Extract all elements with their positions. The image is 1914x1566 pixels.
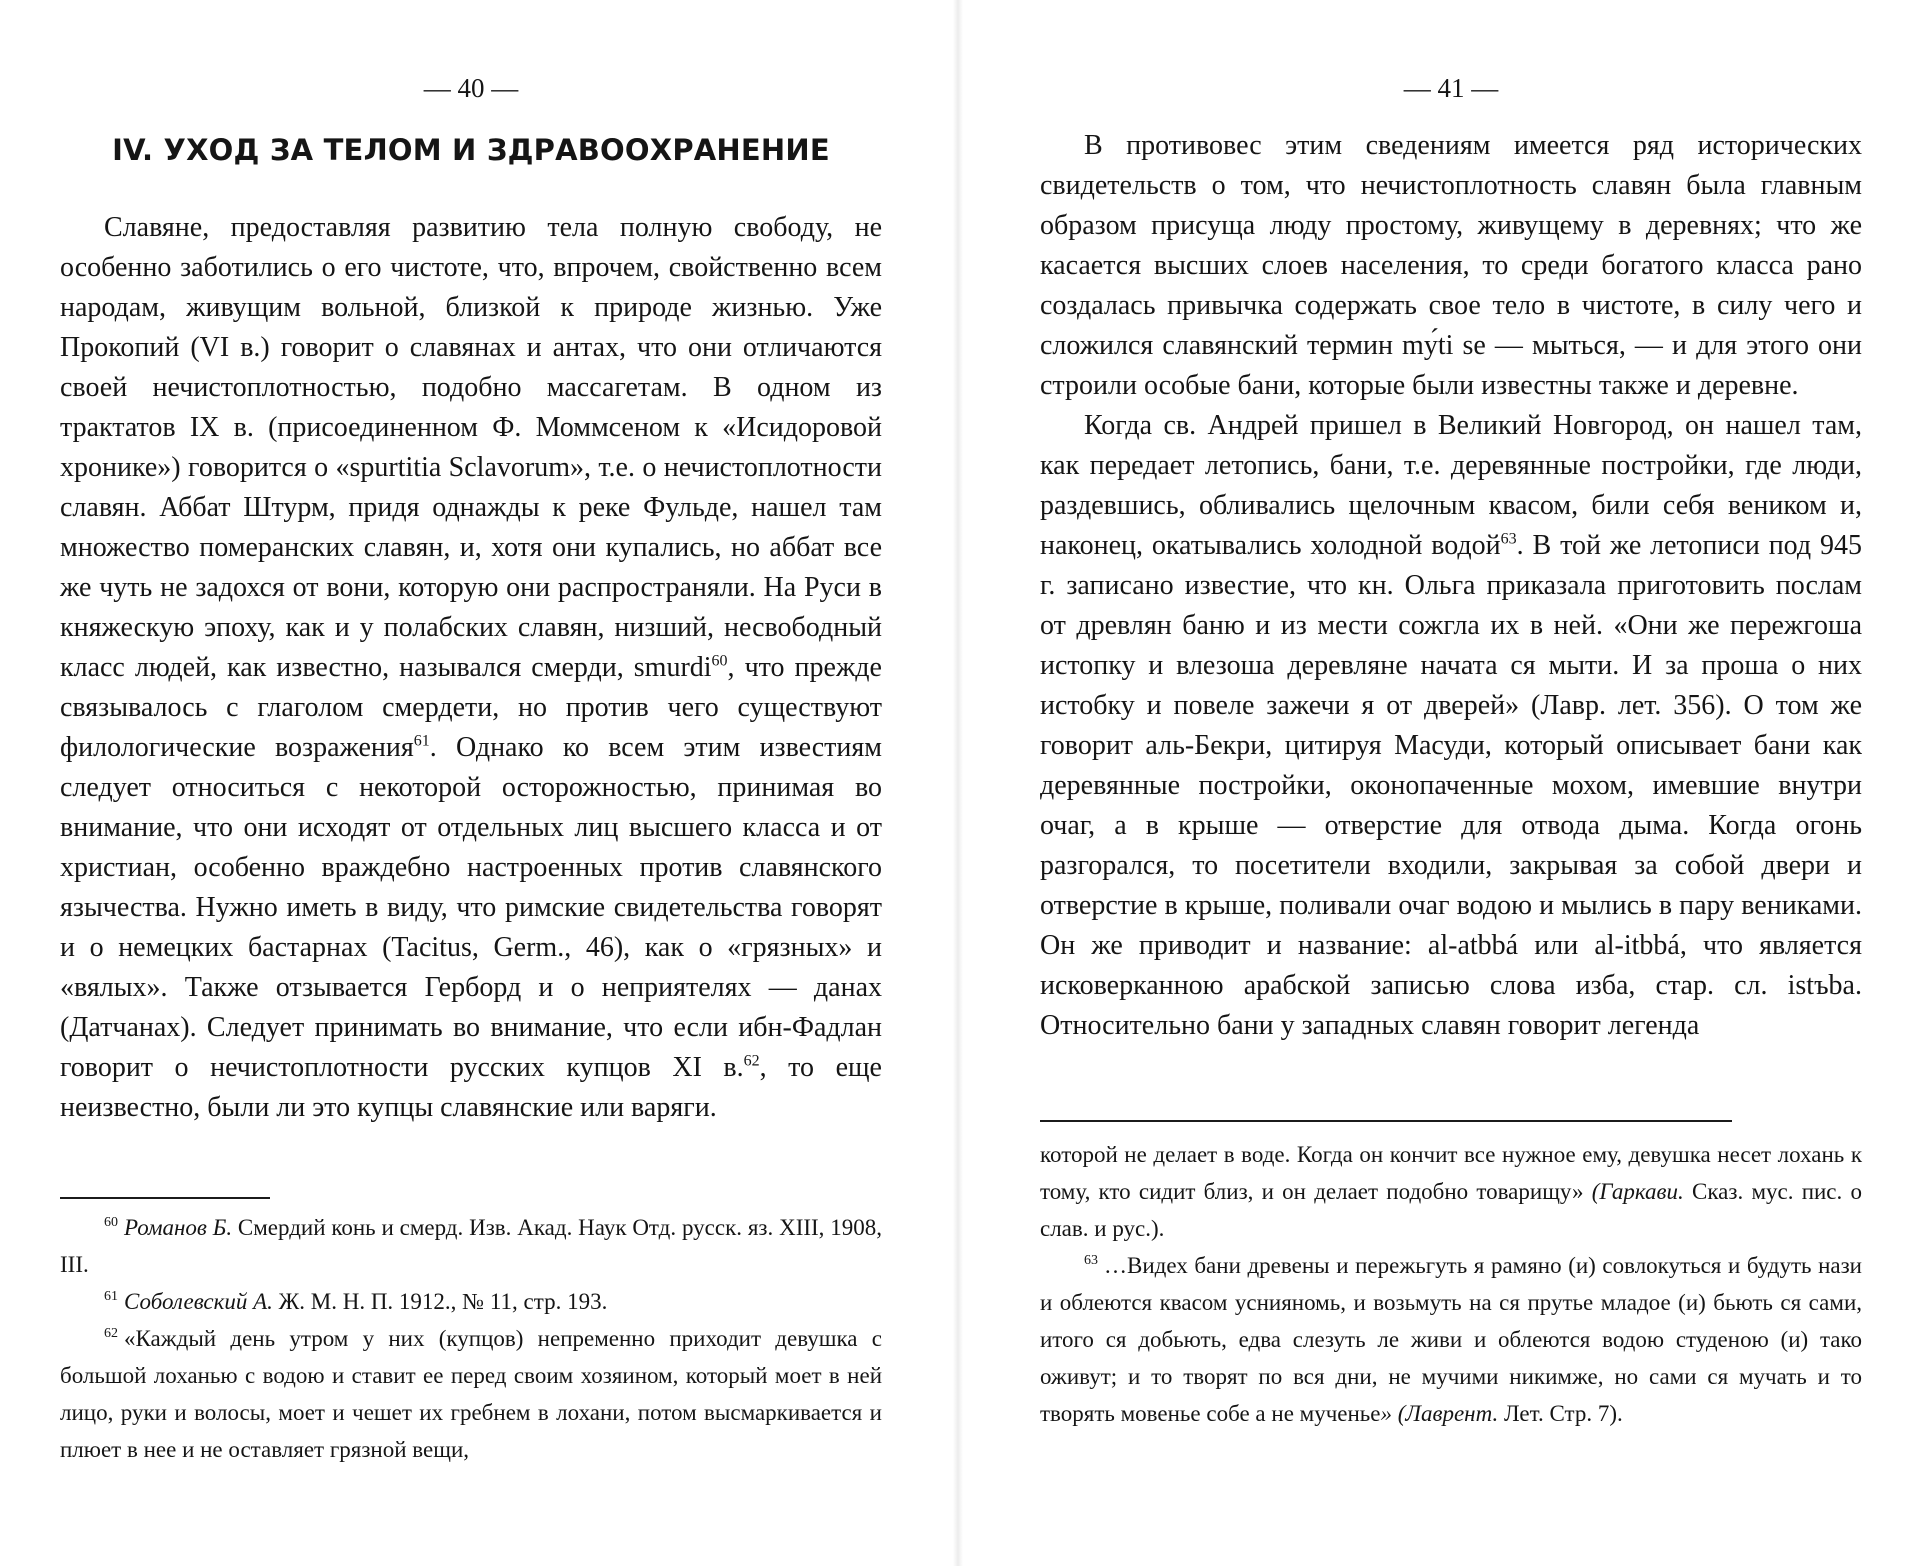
text-run: , то еще неизвестно, были ли это купцы славянские или варяги. xyxy=(60,1052,882,1123)
footnote-number: 63 xyxy=(1084,1253,1098,1269)
footnote xyxy=(60,1283,882,1320)
footnote-author: (Гаркави. xyxy=(1591,1179,1684,1204)
footnote-number: 61 xyxy=(104,1289,118,1305)
footnote-text: …Видех бани древены и пережьгуть я рамяно (и) совлокуться и будуть нази и облеются квасом уснияномь, и возьмуть на ся прутье младое (и) бьють ся сами, итого ся добьють, едва слезуть ле живи и облеются водою студеною (и) тако оживут; и то творят по вся дни, не мучими никимже, но сами ся мучать и то творять мовенье собе а не мученье xyxy=(1040,1253,1862,1426)
footnote-text: Лет. Стр. 7). xyxy=(1498,1401,1623,1426)
footnote-ref[interactable]: 63 xyxy=(1500,530,1517,548)
footnote-author: Романов Б. xyxy=(124,1215,233,1240)
text-run: . Однако ко всем этим известиям следует относиться с некоторой осторожностью, принимая во внимание, что они исходят от отдельных лиц высшего класса и от христиан, особенно враждебно настроенных против славянского язычества. Нужно иметь в виду, что римские свидетельства говорят и о немецких бастарнах (Tacitus, Germ., 46), как о «грязных» и «вялых». Также отзывается Герборд и о неприятелях — данах (Датчанах). Следует принимать во внимание, что если ибн-Фадлан говорит о нечистоплотности русских купцов XI в. xyxy=(60,732,882,1083)
text-run: . В той же летописи под 945 г. записано известие, что кн. Ольга приказала приготовить послам от древлян баню и из мести сожгла их в ней. «Они же пережгоша истопку и влезоша деревляне начата ся мыти. И за проша о них истобку и повеле зажечи я от дверей» (Лавр. лет. 356). О том же говорит аль-Бекри, цитируя Масуди, который описывает бани как деревянные постройки, оконопаченные мохом, имевшие внутри очаг, а в крыше — отверстие для отвода дыма. Когда огонь разгорался, то посетители входили, закрывая за собой двери и отверстие в крыше, поливали очаг водою и мылись в пару вениками. Он же приводит и название: al-atbbá или al-itbbá, что является исковерканною арабской записью слова изба, стар. сл. istъba. Относительно бани у западных славян говорит легенда xyxy=(1040,530,1862,1041)
footnote-rule xyxy=(60,1197,270,1199)
footnote-text: Сказ. мус. пис. о слав. и рус.). xyxy=(1040,1179,1862,1241)
footnote-text: Ж. М. Н. П. 1912., № 11, стр. 193. xyxy=(272,1289,608,1314)
main-text xyxy=(1040,126,1862,1046)
right-page xyxy=(1040,0,1862,1566)
footnote xyxy=(1040,1247,1862,1432)
text-run: , что прежде связывалось с глаголом смердети, но против чего существуют филологические возражения xyxy=(60,652,882,763)
footnote-rule xyxy=(1040,1120,1732,1122)
paragraph xyxy=(60,208,882,1128)
paragraph xyxy=(1040,406,1862,1046)
text-run: Славяне, предоставляя развитию тела полную свободу, не особенно заботились о его чистоте, что, впрочем, свойственно всем народам, живущим вольной, близкой к природе жизнью. Уже Прокопий (VI в.) говорит о славянах и антах, что они отличаются своей нечистоплотностью, подобно массагетам. В одном из трактатов IX в. (присоединенном Ф. Моммсеном к «Исидоровой хронике») говорится о «spurtitia Sclavorum», т.е. о нечистоплотности славян. Аббат Штурм, придя однажды к реке Фульде, нашел там множество померанских славян, и, хотя они купались, но аббат все же чуть не задохся от вони, которую они распространяли. На Руси в княжескую эпоху, как и у полабских славян, низший, несвободный класс людей, как известно, назывался смерди, smurdi xyxy=(60,212,882,683)
footnote-continuation xyxy=(1040,1136,1862,1247)
main-text xyxy=(60,208,882,1128)
footnote-text: которой не делает в воде. Когда он кончит все нужное ему, девушка несет лохань к тому, кто сидит близ, и он делает подобно товарищу» xyxy=(1040,1142,1862,1204)
footnote-author: » (Лаврент. xyxy=(1380,1401,1499,1426)
footnote-number: 60 xyxy=(104,1215,118,1231)
page-number: — 40 — xyxy=(423,73,519,103)
footnote xyxy=(60,1209,882,1283)
footnotes xyxy=(1040,1136,1862,1432)
footnote-ref[interactable]: 60 xyxy=(711,652,728,670)
footnote-text: Смердий конь и смерд. Изв. Акад. Наук Отд. русск. яз. XIII, 1908, III. xyxy=(60,1215,883,1277)
footnote-ref[interactable]: 61 xyxy=(413,732,430,750)
footnote-ref[interactable]: 62 xyxy=(743,1052,760,1070)
footnote-number: 62 xyxy=(104,1326,118,1342)
left-page xyxy=(60,0,882,1566)
book-gutter xyxy=(953,0,963,1566)
paragraph: В противовес этим сведениям имеется ряд исторических свидетельств о том, что нечистоплотность славян была главным образом присуща люду простому, живущему в деревнях; что же касается высших слоев населения, то среди богатого класса рано создалась привычка содержать свое тело в чистоте, в силу чего и сложился славянский термин mу́ti se — мыться, — и для этого они строили особые бани, которые были известны также и деревне. xyxy=(1040,130,1862,401)
page-number: — 41 — xyxy=(1403,73,1499,103)
text-run: Когда св. Андрей пришел в Великий Новгород, он нашел там, как передает летопись, бани, т.е. деревянные постройки, где люди, раздевшись, обливались щелочным квасом, били себя веником и, наконец, окатывались холодной водой xyxy=(1040,410,1862,561)
footnotes xyxy=(60,1209,882,1468)
footnote-text: «Каждый день утром у них (купцов) непременно приходит девушка с большой лоханью с водою и ставит ее перед своим хозяином, который моет в ней лицо, руки и волосы, моет и чешет их гребнем в лохани, потом высмаркивается и плюет в нее и не оставляет грязной вещи, xyxy=(60,1326,882,1462)
footnote xyxy=(60,1320,882,1468)
chapter-heading: IV. УХОД ЗА ТЕЛОМ И ЗДРАВООХРАНЕНИЕ xyxy=(112,133,830,167)
footnote-author: Соболевский А. xyxy=(124,1289,273,1314)
